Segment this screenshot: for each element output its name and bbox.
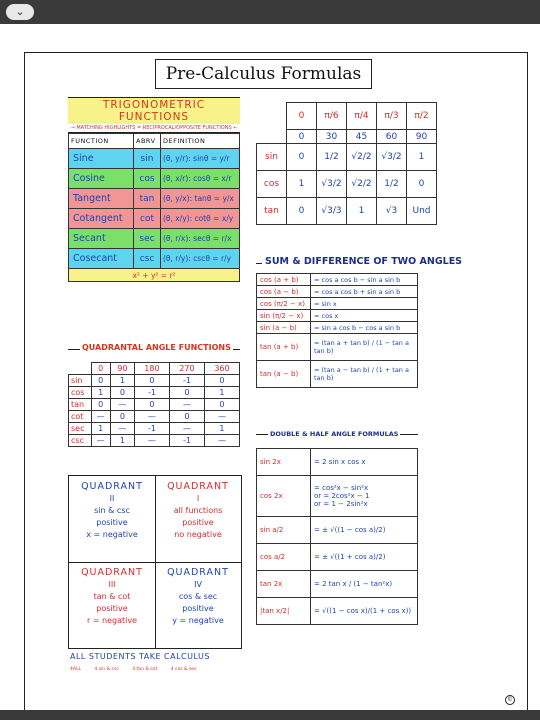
formula-left: tan (a − b): [257, 361, 311, 388]
formula-left: cos (a − b): [257, 286, 311, 298]
degree-header: 360: [204, 363, 239, 375]
corner-cell: [257, 130, 287, 144]
table-row: [69, 189, 240, 209]
quadrant-cell: [69, 562, 155, 648]
table-row: [257, 598, 418, 625]
value-cell: -1: [134, 387, 169, 399]
function-name: Sine: [69, 149, 134, 169]
col-definition: DEFINITION: [161, 134, 240, 149]
bottom-bar: [0, 710, 540, 720]
table-row: [257, 517, 418, 544]
degree-header: 270: [169, 363, 204, 375]
value-cell: 1: [287, 171, 317, 198]
quadrant-grid: [68, 475, 242, 649]
table-row: [257, 361, 418, 388]
quadrant-l2: positive: [182, 518, 214, 527]
table-row: [69, 229, 240, 249]
table-row: [257, 449, 418, 476]
quadrant-num: I: [196, 494, 200, 503]
table-row: [69, 435, 240, 447]
formula-line: = ± √((1 + cos a)/2): [314, 553, 386, 561]
copyright-icon: ©: [507, 696, 513, 703]
value-cell: —: [169, 423, 204, 435]
function-name: Secant: [69, 229, 134, 249]
formula-left: tan 2x: [257, 571, 311, 598]
degree-header: 0: [287, 130, 317, 144]
formula-left: cos (π/2 − x): [257, 298, 311, 310]
quadrant-l3: r = negative: [86, 616, 138, 625]
function-definition: (θ, y/x): tanθ = y/x: [161, 189, 240, 209]
table-row: [257, 310, 418, 322]
table-row: [257, 274, 418, 286]
value-cell: -1: [169, 435, 204, 447]
quadrant-l2: positive: [96, 604, 128, 613]
formula-left: cos (a + b): [257, 274, 311, 286]
function-label: tan: [257, 198, 287, 225]
value-cell: —: [204, 411, 239, 423]
quadrant-num: III: [108, 580, 116, 589]
function-label: sin: [69, 375, 92, 387]
formula-left: sin (a − b): [257, 322, 311, 334]
value-cell: 1/2: [317, 144, 347, 171]
function-definition: (θ, r/x): secθ = r/x: [161, 229, 240, 249]
value-cell: 0: [169, 411, 204, 423]
degree-header: 0: [91, 363, 110, 375]
quadrant-l1: cos & sec: [178, 592, 218, 601]
formula-line: or = 1 − 2sin²x: [314, 500, 368, 508]
quadrant-l1: tan & cot: [93, 592, 131, 601]
top-bar: [0, 0, 540, 24]
value-cell: —: [134, 411, 169, 423]
value-cell: 1: [91, 387, 110, 399]
trig-subtitle: → MATCHING HIGHLIGHTS = RECIPROCAL/OPPOSITE FUNCTIONS ←: [68, 124, 240, 133]
degree-header: 90: [407, 130, 437, 144]
formula-right: [311, 449, 418, 476]
formula-left: tan (a + b): [257, 334, 311, 361]
formula-line: = cos²x − sin²x: [314, 484, 369, 492]
value-cell: 1: [347, 198, 377, 225]
value-cell: √2/2: [347, 144, 377, 171]
formula-left: sin 2x: [257, 449, 311, 476]
function-abrv: cos: [134, 169, 161, 189]
table-row: [257, 298, 418, 310]
table-row: [257, 476, 418, 517]
quadrant-l2: positive: [182, 604, 214, 613]
col-function: FUNCTION: [69, 134, 134, 149]
function-abrv: sec: [134, 229, 161, 249]
function-abrv: csc: [134, 249, 161, 269]
table-row: [69, 375, 240, 387]
table-row: [257, 171, 437, 198]
value-cell: -1: [169, 375, 204, 387]
degree-header: 180: [134, 363, 169, 375]
formula-left: sin (π/2 − x): [257, 310, 311, 322]
mnemonic-note: 4 sin & csc: [94, 667, 119, 672]
corner-cell: [257, 103, 287, 130]
function-name: Cotangent: [69, 209, 134, 229]
formula-line: or = 2cos²x − 1: [314, 492, 370, 500]
formula-right: = sin a cos b − cos a sin b: [311, 322, 418, 334]
table-row: [69, 209, 240, 229]
col-abrv: ABRV: [134, 134, 161, 149]
degree-header: 90: [110, 363, 134, 375]
formula-left: cos a/2: [257, 544, 311, 571]
formula-line: = 2 tan x / (1 − tan²x): [314, 580, 393, 588]
function-label: sin: [257, 144, 287, 171]
page-title: Pre-Calculus Formulas: [155, 59, 372, 89]
table-row: [257, 198, 437, 225]
function-label: cos: [69, 387, 92, 399]
value-cell: —: [204, 435, 239, 447]
value-cell: 0: [134, 399, 169, 411]
radian-header: π/2: [407, 103, 437, 130]
trig-title: TRIGONOMETRIC FUNCTIONS: [68, 97, 240, 124]
value-cell: Und: [407, 198, 437, 225]
formula-right: [311, 571, 418, 598]
value-cell: —: [110, 399, 134, 411]
document-page: [0, 24, 540, 710]
table-row: [69, 387, 240, 399]
value-cell: √3: [377, 198, 407, 225]
quadrant-cell: [69, 476, 155, 562]
function-label: cos: [257, 171, 287, 198]
function-abrv: cot: [134, 209, 161, 229]
radian-header: π/6: [317, 103, 347, 130]
degree-header: 45: [347, 130, 377, 144]
formula-right: [311, 598, 418, 625]
value-cell: 0: [110, 411, 134, 423]
table-row: [69, 169, 240, 189]
function-definition: (θ, x/y): cotθ = x/y: [161, 209, 240, 229]
value-cell: 1: [204, 423, 239, 435]
quadrant-cell: [155, 476, 241, 562]
mnemonic: ALL STUDENTS TAKE CALCULUS: [70, 652, 210, 661]
table-row: [69, 423, 240, 435]
table-row: [69, 249, 240, 269]
value-cell: —: [91, 411, 110, 423]
pythagorean-identity: x² + y² = r²: [69, 269, 240, 282]
degree-header: 30: [317, 130, 347, 144]
value-cell: 1: [110, 435, 134, 447]
quadrant-l1: all functions: [173, 506, 223, 515]
formula-right: = (tan a + tan b) / (1 − tan a tan b): [311, 334, 418, 361]
function-definition: (θ, x/r): cosθ = x/r: [161, 169, 240, 189]
value-cell: 0: [110, 387, 134, 399]
function-label: cot: [69, 411, 92, 423]
quadrant-title: QUADRANT: [167, 567, 229, 578]
formula-right: = cos a cos b − sin a sin b: [311, 274, 418, 286]
formula-right: = cos x: [311, 310, 418, 322]
quadrant-cell: [155, 562, 241, 648]
quadrant-l3: y = negative: [172, 616, 224, 625]
table-row: [257, 334, 418, 361]
table-row: [257, 144, 437, 171]
mnemonic-note: 4 cos & sec: [170, 667, 197, 672]
value-cell: √3/3: [317, 198, 347, 225]
mnemonic-note: 4ALL: [70, 667, 81, 672]
value-cell: √3/2: [377, 144, 407, 171]
quadrant-title: QUADRANT: [81, 481, 143, 492]
value-cell: 1: [110, 375, 134, 387]
value-cell: 1: [407, 144, 437, 171]
value-cell: 0: [134, 375, 169, 387]
function-abrv: sin: [134, 149, 161, 169]
function-label: csc: [69, 435, 92, 447]
value-cell: —: [91, 435, 110, 447]
value-cell: 0: [204, 375, 239, 387]
value-cell: 1: [91, 423, 110, 435]
formula-right: [311, 517, 418, 544]
table-row: [257, 322, 418, 334]
function-name: Cosecant: [69, 249, 134, 269]
formula-right: [311, 544, 418, 571]
quadrant-num: IV: [194, 580, 202, 589]
function-name: Tangent: [69, 189, 134, 209]
value-cell: 0: [287, 198, 317, 225]
formula-right: = cos a cos b + sin a sin b: [311, 286, 418, 298]
value-cell: 0: [287, 144, 317, 171]
quadrant-l3: no negative: [174, 530, 222, 539]
sumdiff-table: [256, 273, 418, 388]
radian-header: π/4: [347, 103, 377, 130]
table-row: [257, 544, 418, 571]
function-name: Cosine: [69, 169, 134, 189]
value-cell: —: [169, 399, 204, 411]
value-cell: 0: [204, 399, 239, 411]
formula-right: = sin x: [311, 298, 418, 310]
value-cell: 0: [407, 171, 437, 198]
formula-left: sin a/2: [257, 517, 311, 544]
value-cell: 0: [91, 399, 110, 411]
doublehalf-table: [256, 448, 418, 625]
value-cell: —: [110, 423, 134, 435]
mnemonic-note: 4 tan & cot: [132, 667, 158, 672]
chevron-down-icon[interactable]: ⌄: [6, 4, 34, 20]
function-label: sec: [69, 423, 92, 435]
value-cell: 1: [204, 387, 239, 399]
doublehalf-title: DOUBLE & HALF ANGLE FORMULAS: [270, 430, 399, 438]
function-definition: (θ, y/r): sinθ = y/r: [161, 149, 240, 169]
value-cell: √3/2: [317, 171, 347, 198]
special-angles-table: [256, 102, 437, 225]
value-cell: 0: [169, 387, 204, 399]
table-row: [69, 399, 240, 411]
value-cell: √2/2: [347, 171, 377, 198]
formula-line: = √((1 − cos x)/(1 + cos x)): [314, 607, 412, 615]
radian-header: π/3: [377, 103, 407, 130]
quadrant-title: QUADRANT: [81, 567, 143, 578]
formula-left: cos 2x: [257, 476, 311, 517]
quadrant-l3: x = negative: [86, 530, 138, 539]
quadrantal-title: QUADRANTAL ANGLE FUNCTIONS: [82, 343, 231, 352]
degree-header: 60: [377, 130, 407, 144]
quadrant-num: II: [109, 494, 115, 503]
function-definition: (θ, r/y): cscθ = r/y: [161, 249, 240, 269]
mnemonic-notes: [70, 667, 209, 672]
formula-right: [311, 476, 418, 517]
table-row: [69, 411, 240, 423]
radian-header: 0: [287, 103, 317, 130]
quadrant-title: QUADRANT: [167, 481, 229, 492]
trig-functions-table: [68, 97, 240, 282]
function-abrv: tan: [134, 189, 161, 209]
formula-line: = ± √((1 − cos a)/2): [314, 526, 386, 534]
value-cell: -1: [134, 423, 169, 435]
table-row: [69, 149, 240, 169]
function-label: tan: [69, 399, 92, 411]
table-row: [257, 571, 418, 598]
quadrantal-table: [68, 362, 240, 447]
table-row: [257, 286, 418, 298]
corner-cell: [69, 363, 92, 375]
formula-line: = 2 sin x cos x: [314, 458, 366, 466]
sumdiff-title: SUM & DIFFERENCE OF TWO ANGLES: [262, 256, 465, 267]
formula-left: |tan x/2|: [257, 598, 311, 625]
quadrant-l1: sin & csc: [94, 506, 130, 515]
value-cell: 0: [91, 375, 110, 387]
quadrant-l2: positive: [96, 518, 128, 527]
value-cell: —: [134, 435, 169, 447]
formula-right: = (tan a − tan b) / (1 + tan a tan b): [311, 361, 418, 388]
value-cell: 1/2: [377, 171, 407, 198]
